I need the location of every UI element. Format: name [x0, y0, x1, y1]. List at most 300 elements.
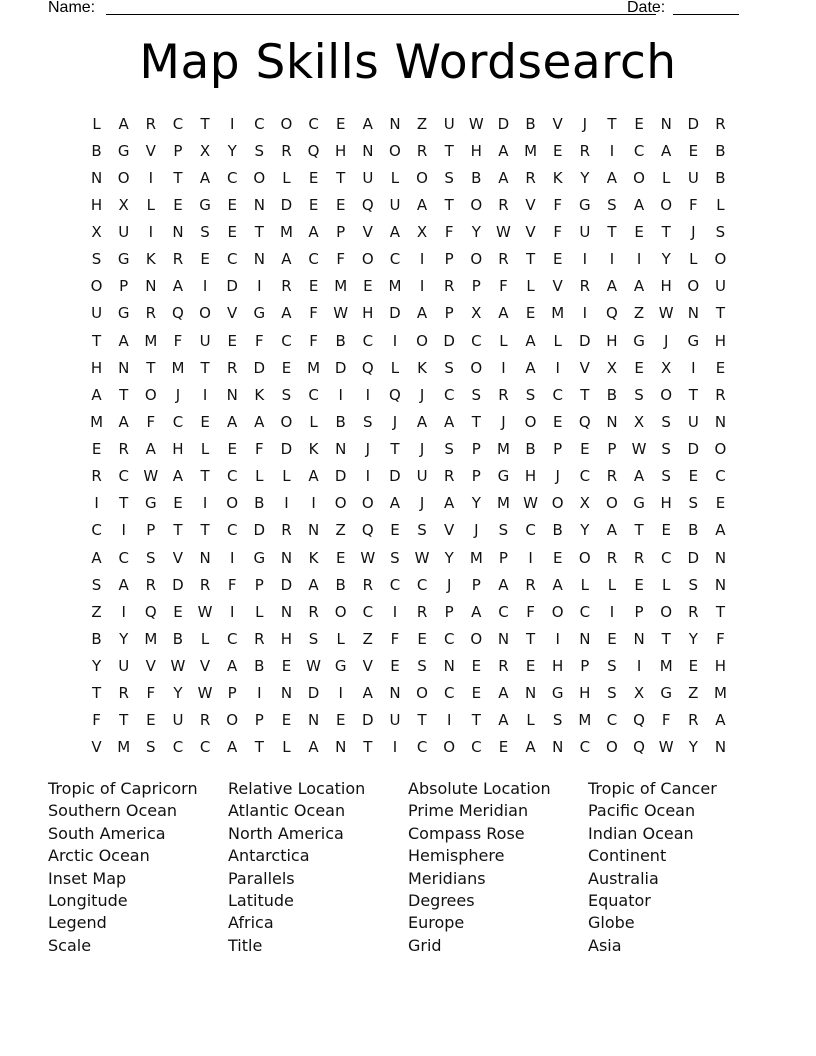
- grid-letter: U: [443, 114, 455, 133]
- date-blank-line: [673, 0, 739, 15]
- grid-letter: P: [471, 467, 481, 486]
- grid-letter: A: [633, 467, 645, 486]
- grid-letter: G: [633, 494, 645, 513]
- grid-letter: I: [582, 304, 588, 323]
- grid-letter: A: [552, 575, 563, 594]
- grid-letter: D: [172, 575, 184, 594]
- grid-letter: X: [91, 223, 102, 242]
- grid-letter: E: [390, 657, 400, 676]
- grid-letter: F: [661, 711, 671, 730]
- grid-letter: E: [173, 195, 183, 214]
- grid-letter: W: [468, 114, 484, 133]
- grid-letter: L: [390, 168, 400, 187]
- grid-letter: C: [308, 250, 319, 269]
- grid-letter: R: [633, 548, 645, 567]
- grid-letter: S: [146, 738, 156, 757]
- grid-letter: E: [308, 195, 319, 214]
- grid-letter: L: [526, 711, 535, 730]
- grid-letter: Y: [91, 657, 102, 676]
- grid-letter: K: [254, 385, 265, 404]
- grid-letter: E: [281, 358, 292, 377]
- grid-letter: N: [172, 223, 184, 242]
- grid-letter: U: [199, 331, 211, 350]
- grid-letter: B: [606, 385, 618, 404]
- grid-letter: S: [607, 684, 617, 703]
- grid-letter: L: [336, 629, 345, 648]
- grid-letter: F: [390, 629, 400, 648]
- grid-letter: R: [118, 684, 129, 703]
- grid-letter: T: [390, 440, 400, 459]
- grid-letter: W: [143, 467, 159, 486]
- grid-letter: E: [607, 629, 617, 648]
- grid-letter: I: [609, 602, 615, 621]
- grid-letter: E: [200, 250, 210, 269]
- grid-letter: T: [200, 467, 210, 486]
- grid-letter: W: [170, 657, 186, 676]
- grid-letter: N: [280, 684, 293, 703]
- grid-letter: J: [663, 331, 669, 350]
- grid-letter: A: [444, 494, 455, 513]
- grid-letter: C: [715, 467, 726, 486]
- grid-letter: W: [414, 548, 430, 567]
- grid-letter: A: [254, 412, 265, 431]
- grid-letter: P: [607, 440, 617, 459]
- grid-letter: I: [555, 629, 560, 648]
- grid-letter: R: [498, 195, 509, 214]
- grid-letter: D: [253, 358, 266, 377]
- grid-letter: O: [606, 738, 618, 757]
- word-list-item: Arctic Ocean: [48, 846, 150, 866]
- grid-letter: A: [145, 440, 156, 459]
- grid-letter: J: [555, 467, 560, 486]
- grid-letter: R: [579, 141, 591, 160]
- grid-letter: N: [714, 412, 727, 431]
- grid-letter: M: [578, 711, 592, 730]
- grid-letter: T: [525, 250, 536, 269]
- grid-letter: E: [91, 440, 102, 459]
- grid-letter: E: [471, 657, 482, 676]
- grid-letter: X: [118, 195, 129, 214]
- grid-letter: A: [525, 738, 536, 757]
- word-list-item: Tropic of Capricorn: [48, 779, 198, 798]
- grid-letter: E: [308, 277, 319, 296]
- grid-letter: F: [499, 277, 508, 296]
- grid-letter: N: [280, 548, 293, 567]
- grid-letter: P: [471, 440, 481, 459]
- grid-letter: C: [226, 629, 238, 648]
- grid-letter: F: [92, 711, 101, 730]
- grid-letter: C: [281, 331, 292, 350]
- grid-letter: R: [606, 548, 618, 567]
- grid-letter: R: [308, 602, 319, 621]
- grid-letter: G: [551, 684, 564, 703]
- grid-letter: O: [660, 195, 673, 214]
- grid-letter: E: [281, 711, 292, 730]
- grid-letter: O: [334, 494, 347, 513]
- grid-letter: A: [389, 223, 401, 242]
- grid-letter: C: [471, 331, 482, 350]
- grid-letter: J: [419, 440, 425, 459]
- grid-letter: N: [145, 277, 157, 296]
- grid-letter: N: [280, 602, 293, 621]
- grid-letter: C: [308, 385, 319, 404]
- grid-letter: C: [226, 250, 238, 269]
- grid-letter: S: [417, 521, 427, 540]
- grid-letter: F: [146, 684, 156, 703]
- grid-letter: L: [607, 575, 617, 594]
- grid-letter: O: [416, 684, 428, 703]
- grid-letter: M: [90, 412, 104, 431]
- word-list-item: Compass Rose: [408, 823, 525, 843]
- grid-letter: W: [658, 738, 674, 757]
- grid-letter: A: [118, 331, 129, 350]
- grid-letter: T: [607, 223, 617, 242]
- grid-letter: O: [416, 331, 428, 350]
- grid-letter: J: [582, 114, 588, 133]
- grid-letter: G: [199, 195, 211, 214]
- grid-letter: J: [392, 412, 398, 431]
- grid-letter: Y: [471, 223, 481, 242]
- grid-letter: M: [659, 657, 673, 676]
- grid-letter: E: [173, 602, 183, 621]
- grid-letter: A: [715, 711, 726, 730]
- grid-letter: A: [389, 494, 401, 513]
- grid-letter: I: [148, 168, 154, 187]
- grid-letter: R: [416, 141, 428, 160]
- grid-letter: F: [254, 440, 264, 459]
- grid-letter: I: [202, 385, 208, 404]
- grid-letter: A: [118, 114, 129, 133]
- grid-letter: B: [335, 331, 346, 350]
- grid-letter: A: [471, 602, 482, 621]
- grid-letter: T: [91, 331, 102, 350]
- grid-letter: R: [254, 629, 265, 648]
- grid-letter: Z: [688, 684, 699, 703]
- grid-letter: Y: [227, 141, 237, 160]
- grid-letter: U: [118, 223, 130, 242]
- grid-letter: M: [279, 223, 293, 242]
- grid-letter: Q: [361, 195, 374, 214]
- grid-letter: P: [146, 521, 156, 540]
- word-list-item: Continent: [588, 846, 667, 866]
- grid-letter: Q: [606, 304, 618, 323]
- grid-letter: F: [173, 331, 183, 350]
- grid-letter: E: [173, 494, 183, 513]
- grid-letter: E: [661, 521, 671, 540]
- grid-letter: E: [390, 521, 400, 540]
- word-list-item: Southern Ocean: [48, 801, 178, 821]
- header-line: [48, 0, 748, 18]
- grid-letter: Z: [416, 114, 428, 133]
- grid-letter: G: [687, 331, 700, 350]
- grid-letter: A: [606, 521, 618, 540]
- grid-letter: T: [119, 711, 129, 730]
- grid-letter: I: [148, 223, 154, 242]
- grid-letter: H: [579, 684, 591, 703]
- grid-letter: T: [119, 494, 129, 513]
- word-list-item: Grid: [408, 935, 442, 955]
- grid-letter: J: [474, 521, 479, 540]
- grid-letter: W: [658, 304, 674, 323]
- grid-letter: A: [715, 521, 726, 540]
- grid-letter: K: [308, 548, 319, 567]
- grid-letter: O: [226, 494, 239, 513]
- grid-letter: E: [688, 657, 699, 676]
- name-label: Name:: [48, 0, 96, 16]
- grid-letter: O: [470, 358, 483, 377]
- grid-letter: C: [579, 738, 591, 757]
- grid-letter: C: [416, 575, 428, 594]
- grid-letter: R: [145, 304, 157, 323]
- word-list-item: Parallels: [228, 868, 295, 888]
- grid-letter: E: [715, 358, 726, 377]
- grid-letter: L: [662, 575, 671, 594]
- grid-letter: B: [91, 141, 102, 160]
- grid-letter: T: [146, 358, 156, 377]
- grid-letter: P: [634, 602, 644, 621]
- grid-letter: A: [362, 114, 373, 133]
- grid-letter: E: [335, 114, 346, 133]
- grid-letter: A: [633, 277, 645, 296]
- grid-letter: N: [253, 195, 265, 214]
- grid-letter: V: [444, 521, 455, 540]
- grid-letter: A: [416, 304, 428, 323]
- grid-letter: X: [416, 223, 428, 242]
- grid-letter: R: [498, 250, 509, 269]
- grid-letter: Y: [119, 629, 129, 648]
- grid-letter: E: [146, 711, 156, 730]
- grid-letter: W: [333, 304, 349, 323]
- grid-letter: G: [497, 467, 510, 486]
- grid-letter: H: [172, 440, 184, 459]
- grid-letter: K: [417, 358, 427, 377]
- grid-letter: G: [253, 548, 266, 567]
- grid-letter: R: [606, 467, 618, 486]
- grid-letter: H: [362, 304, 374, 323]
- grid-letter: V: [145, 141, 156, 160]
- grid-letter: I: [121, 602, 126, 621]
- grid-letter: A: [362, 684, 373, 703]
- grid-letter: L: [282, 168, 291, 187]
- word-list-item: Pacific Ocean: [588, 801, 696, 821]
- grid-letter: L: [282, 467, 291, 486]
- grid-letter: I: [419, 277, 425, 296]
- date-label: Date:: [627, 0, 666, 16]
- grid-letter: E: [552, 548, 563, 567]
- grid-letter: O: [117, 168, 130, 187]
- grid-letter: I: [419, 250, 425, 269]
- grid-letter: D: [280, 195, 293, 214]
- word-list-item: Hemisphere: [408, 846, 505, 866]
- grid-letter: A: [227, 412, 238, 431]
- grid-letter: N: [633, 629, 645, 648]
- grid-letter: R: [281, 521, 292, 540]
- grid-letter: J: [419, 494, 425, 513]
- word-list-item: Prime Meridian: [408, 801, 529, 821]
- grid-letter: H: [90, 195, 103, 214]
- grid-letter: P: [444, 250, 454, 269]
- grid-letter: F: [336, 250, 345, 269]
- grid-letter: S: [688, 575, 699, 594]
- grid-letter: C: [118, 548, 129, 567]
- grid-letter: I: [392, 331, 398, 350]
- grid-letter: J: [419, 385, 425, 404]
- grid-letter: T: [363, 738, 373, 757]
- grid-letter: O: [687, 277, 700, 296]
- grid-letter: I: [392, 602, 398, 621]
- grid-letter: I: [229, 602, 235, 621]
- grid-letter: C: [254, 114, 265, 133]
- grid-letter: C: [660, 548, 672, 567]
- grid-letter: V: [525, 195, 536, 214]
- grid-letter: K: [308, 440, 319, 459]
- grid-letter: R: [118, 440, 129, 459]
- grid-letter: C: [471, 738, 482, 757]
- grid-letter: D: [497, 114, 510, 133]
- grid-letter: P: [173, 141, 183, 160]
- grid-letter: T: [688, 385, 698, 404]
- grid-letter: V: [579, 358, 590, 377]
- grid-letter: E: [688, 467, 699, 486]
- grid-letter: V: [91, 738, 102, 757]
- grid-letter: O: [280, 114, 293, 133]
- grid-letter: W: [496, 223, 511, 242]
- grid-letter: V: [172, 548, 184, 567]
- grid-letter: D: [280, 440, 293, 459]
- grid-letter: R: [498, 385, 509, 404]
- grid-letter: M: [551, 304, 565, 323]
- grid-letter: P: [444, 602, 454, 621]
- grid-letter: A: [525, 331, 536, 350]
- grid-letter: B: [715, 168, 726, 187]
- grid-letter: R: [688, 602, 699, 621]
- grid-letter: C: [199, 738, 211, 757]
- grid-letter: T: [661, 223, 671, 242]
- grid-letter: H: [90, 358, 103, 377]
- grid-letter: C: [579, 467, 591, 486]
- grid-letter: N: [714, 548, 727, 567]
- grid-letter: R: [443, 467, 455, 486]
- grid-letter: V: [362, 657, 373, 676]
- grid-letter: D: [687, 114, 700, 133]
- grid-letter: I: [257, 684, 262, 703]
- grid-letter: E: [417, 629, 427, 648]
- grid-letter: B: [715, 141, 726, 160]
- word-list-item: Antarctica: [228, 846, 310, 866]
- grid-letter: W: [197, 684, 213, 703]
- grid-letter: P: [444, 304, 454, 323]
- grid-letter: O: [470, 250, 483, 269]
- grid-letter: P: [227, 684, 237, 703]
- grid-letter: G: [253, 304, 266, 323]
- grid-letter: H: [660, 494, 672, 513]
- grid-letter: U: [687, 412, 699, 431]
- grid-letter: V: [145, 657, 156, 676]
- grid-letter: M: [307, 358, 321, 377]
- grid-letter: E: [227, 223, 237, 242]
- grid-letter: E: [525, 304, 536, 323]
- grid-letter: E: [525, 657, 536, 676]
- grid-letter: U: [416, 467, 428, 486]
- grid-letter: S: [688, 494, 699, 513]
- word-list-item: Relative Location: [228, 779, 366, 798]
- grid-letter: J: [501, 412, 506, 431]
- grid-letter: V: [199, 657, 211, 676]
- grid-letter: N: [687, 304, 699, 323]
- grid-letter: N: [90, 168, 103, 187]
- grid-letter: Y: [580, 521, 590, 540]
- grid-letter: A: [308, 738, 319, 757]
- grid-letter: E: [634, 358, 644, 377]
- word-list-item: South America: [48, 823, 166, 843]
- grid-letter: I: [338, 385, 343, 404]
- grid-letter: U: [118, 657, 130, 676]
- grid-letter: J: [365, 440, 371, 459]
- grid-letter: E: [552, 250, 563, 269]
- grid-letter: S: [661, 467, 671, 486]
- grid-letter: O: [443, 738, 456, 757]
- grid-letter: I: [257, 277, 262, 296]
- grid-letter: N: [497, 629, 510, 648]
- grid-letter: F: [444, 223, 454, 242]
- grid-letter: S: [607, 657, 617, 676]
- grid-letter: X: [606, 358, 618, 377]
- word-list-item: Equator: [588, 890, 651, 910]
- grid-letter: N: [606, 412, 618, 431]
- grid-letter: R: [199, 711, 211, 730]
- grid-letter: S: [607, 195, 617, 214]
- grid-letter: X: [633, 684, 645, 703]
- grid-letter: O: [714, 250, 727, 269]
- grid-letter: M: [144, 331, 158, 350]
- grid-letter: B: [335, 412, 346, 431]
- grid-letter: T: [173, 521, 183, 540]
- grid-letter: D: [307, 684, 320, 703]
- grid-letter: L: [499, 331, 508, 350]
- grid-letter: Y: [688, 738, 698, 757]
- grid-letter: A: [308, 467, 319, 486]
- grid-letter: E: [471, 684, 482, 703]
- word-list-item: Globe: [588, 913, 635, 933]
- grid-letter: S: [498, 521, 509, 540]
- grid-letter: S: [471, 385, 482, 404]
- grid-letter: E: [227, 195, 237, 214]
- grid-letter: E: [281, 657, 292, 676]
- grid-letter: A: [281, 304, 292, 323]
- grid-letter: J: [691, 223, 696, 242]
- grid-letter: Q: [144, 602, 157, 621]
- grid-letter: T: [173, 168, 183, 187]
- grid-letter: I: [691, 358, 696, 377]
- grid-letter: S: [91, 250, 102, 269]
- page-title: Map Skills Wordsearch: [139, 35, 677, 90]
- grid-letter: C: [525, 521, 536, 540]
- grid-letter: S: [91, 575, 102, 594]
- grid-letter: R: [281, 277, 292, 296]
- grid-letter: D: [334, 467, 347, 486]
- grid-letter: T: [254, 223, 264, 242]
- grid-letter: B: [172, 629, 184, 648]
- grid-letter: I: [392, 738, 398, 757]
- grid-letter: F: [254, 331, 264, 350]
- grid-letter: A: [281, 250, 292, 269]
- grid-letter: B: [688, 521, 699, 540]
- grid-letter: O: [578, 548, 591, 567]
- grid-letter: R: [145, 114, 157, 133]
- grid-letter: E: [552, 141, 563, 160]
- grid-letter: D: [579, 331, 591, 350]
- grid-letter: N: [307, 711, 320, 730]
